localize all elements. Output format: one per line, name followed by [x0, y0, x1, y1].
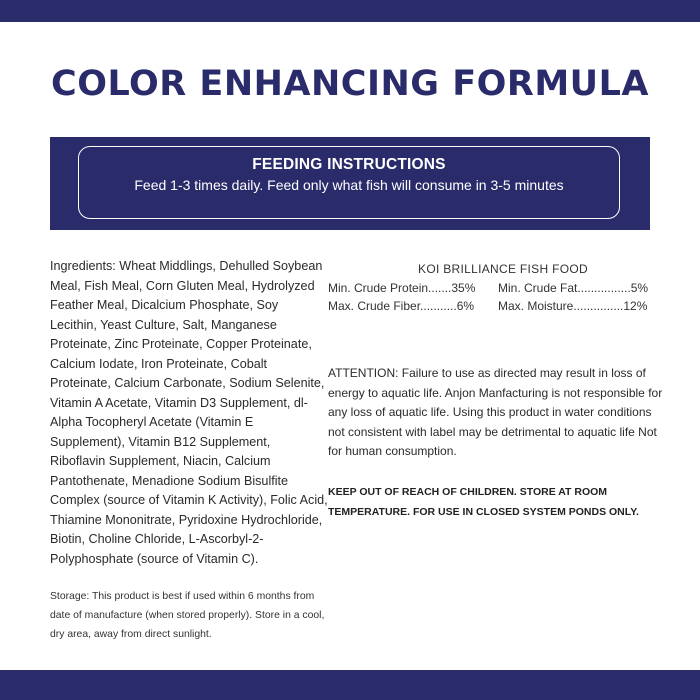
analysis-row [328, 279, 668, 297]
guaranteed-analysis [328, 262, 668, 315]
storage-note: Storage: This product is best if used within 6 months from date of manufacture (when stored properly). Store in a cool, dry area, away from direct sunlight. [50, 591, 325, 640]
feeding-instructions-panel [50, 137, 650, 230]
min-crude-fat: Min. Crude Fat................5% [498, 281, 649, 295]
guaranteed-analysis-heading: KOI BRILLIANCE FISH FOOD [418, 262, 588, 276]
ingredients-list: Ingredients: Wheat Middlings, Dehulled Soybean Meal, Fish Meal, Corn Gluten Meal, Hydrolyzed Feather Meal, Dicalcium Phosphate, Soy Lecithin, Yeast Culture, Salt, Manganese Proteinate, Zinc Proteinate, Copper Proteinate, Calcium Iodate, Iron Proteinate, Cobalt Proteinate, Calcium Carbonate, Sodium Selenite, Vitamin A Acetate, Vitamin D3 Supplement, dl-Alpha Tocopheryl Acetate (Vitamin E Supplement), Vitamin B12 Supplement, Riboflavin Supplement, Niacin, Calcium Pantothenate, Menadione Sodium Bisulfite Complex (source of Vitamin K Activity), Folic Acid, Thiamine Mononitrate, Pyridoxine Hydrochloride, Biotin, Choline Chloride, L-Ascorbyl-2-Polyphosphate (source of Vitamin C). [50, 259, 328, 566]
feeding-instructions-frame [78, 146, 620, 219]
safety-warning: KEEP OUT OF REACH OF CHILDREN. STORE AT ROOM TEMPERATURE. FOR USE IN CLOSED SYSTEM PONDS ONLY. [328, 486, 639, 518]
attention-notice: ATTENTION: Failure to use as directed may result in loss of energy to aquatic life. Anjon Manfacturing is not responsible for any loss of aquatic life. Using this product in water conditions not consistent with label may be detrimental to aquatic life Not for human consumption. [328, 366, 663, 458]
max-moisture: Max. Moisture...............12% [498, 299, 648, 313]
feeding-instructions-heading: FEEDING INSTRUCTIONS [252, 156, 446, 173]
feeding-instructions-text: Feed 1-3 times daily. Feed only what fish will consume in 3-5 minutes [134, 177, 564, 193]
max-crude-fiber: Max. Crude Fiber...........6% [328, 299, 475, 313]
page-title: COLOR ENHANCING FORMULA [51, 64, 649, 104]
top-band [0, 0, 700, 22]
min-crude-protein: Min. Crude Protein.......35% [328, 281, 476, 295]
analysis-row [328, 297, 668, 315]
bottom-band [0, 670, 700, 700]
